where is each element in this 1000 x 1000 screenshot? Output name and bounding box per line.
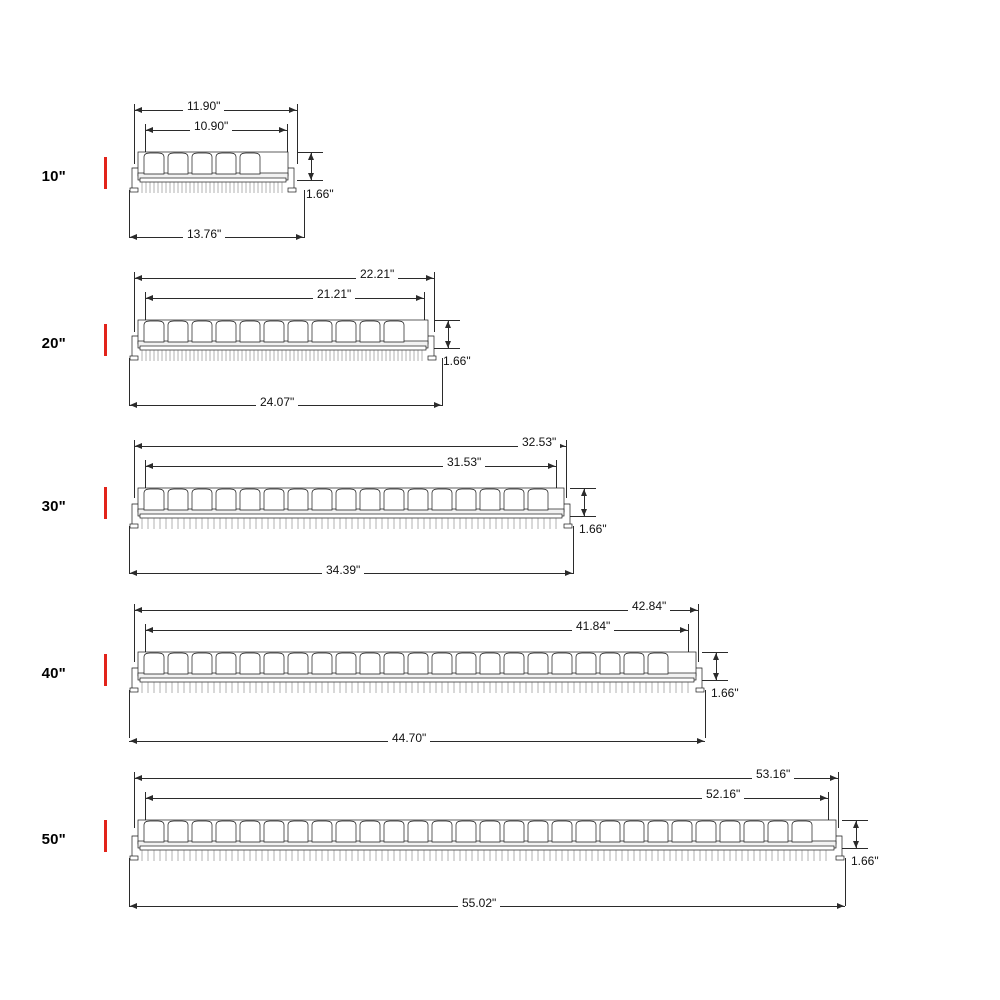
arrow-left <box>146 295 153 301</box>
arrow-right <box>416 295 423 301</box>
arrow-down <box>713 673 719 680</box>
arrow-left <box>146 627 153 633</box>
arrow-left <box>130 903 137 909</box>
dimension-line-inner <box>145 298 424 299</box>
dim-text-inner-20: 21.21" <box>313 288 355 301</box>
dim-text-inner-40: 41.84" <box>572 620 614 633</box>
extension-line-h <box>702 680 728 681</box>
dim-text-height-40: 1.66" <box>707 687 743 700</box>
light-bar-drawing-50 <box>128 816 846 871</box>
dim-text-top-outer-30: 32.53" <box>518 436 560 449</box>
arrow-left <box>146 795 153 801</box>
arrow-right <box>296 234 303 240</box>
size-label-50: 50" <box>41 831 66 848</box>
size-accent-tick <box>104 654 107 686</box>
dim-text-height-50: 1.66" <box>847 855 883 868</box>
dim-text-bottom-10: 13.76" <box>183 228 225 241</box>
arrow-down <box>308 173 314 180</box>
size-label-10: 10" <box>41 168 66 185</box>
size-accent-tick <box>104 820 107 852</box>
extension-line <box>304 190 305 238</box>
dim-text-inner-50: 52.16" <box>702 788 744 801</box>
extension-line <box>705 690 706 738</box>
arrow-up <box>713 653 719 660</box>
dimension-line-top-outer <box>134 778 838 779</box>
size-label-30: 30" <box>41 498 66 515</box>
arrow-up <box>853 821 859 828</box>
dim-text-top-outer-10: 11.90" <box>183 100 224 113</box>
light-bar-drawing-30 <box>128 484 574 539</box>
arrow-left <box>135 775 142 781</box>
arrow-down <box>853 841 859 848</box>
arrow-left <box>130 402 137 408</box>
arrow-left <box>146 463 153 469</box>
arrow-left <box>130 738 137 744</box>
arrow-left <box>135 107 142 113</box>
arrow-down <box>581 509 587 516</box>
arrow-right <box>830 775 837 781</box>
size-accent-tick <box>104 324 107 356</box>
dimension-line-inner <box>145 466 556 467</box>
dimension-line-top-outer <box>134 446 566 447</box>
extension-line <box>442 358 443 406</box>
size-label-20: 20" <box>41 335 66 352</box>
size-accent-tick <box>104 157 107 189</box>
extension-line-h <box>434 348 460 349</box>
arrow-right <box>289 107 296 113</box>
extension-line <box>129 526 130 574</box>
arrow-up <box>308 153 314 160</box>
size-accent-tick <box>104 487 107 519</box>
arrow-left <box>135 275 142 281</box>
arrow-left <box>135 443 142 449</box>
arrow-left <box>130 570 137 576</box>
size-label-40: 40" <box>41 665 66 682</box>
arrow-up <box>581 489 587 496</box>
arrow-right <box>426 275 433 281</box>
extension-line-h <box>570 516 596 517</box>
dim-text-bottom-50: 55.02" <box>458 897 500 910</box>
dim-text-top-outer-40: 42.84" <box>628 600 670 613</box>
arrow-right <box>279 127 286 133</box>
arrow-down <box>445 341 451 348</box>
dim-text-inner-10: 10.90" <box>190 120 232 133</box>
dim-text-height-30: 1.66" <box>575 523 611 536</box>
arrow-left <box>130 234 137 240</box>
arrow-right <box>680 627 687 633</box>
arrow-left <box>135 607 142 613</box>
arrow-left <box>146 127 153 133</box>
extension-line-h <box>297 180 323 181</box>
dim-text-top-outer-20: 22.21" <box>356 268 398 281</box>
extension-line <box>129 190 130 238</box>
dim-text-top-outer-50: 53.16" <box>752 768 794 781</box>
dim-text-inner-30: 31.53" <box>443 456 485 469</box>
arrow-right <box>837 903 844 909</box>
dimension-line-top-outer <box>134 610 698 611</box>
light-bar-drawing-10 <box>128 148 298 203</box>
arrow-right <box>820 795 827 801</box>
extension-line-h <box>842 848 868 849</box>
light-bar-drawing-40 <box>128 648 706 703</box>
extension-line <box>845 858 846 906</box>
extension-line <box>129 690 130 738</box>
arrow-right <box>565 570 572 576</box>
arrow-right <box>548 463 555 469</box>
dim-text-height-20: 1.66" <box>439 355 475 368</box>
dim-text-bottom-30: 34.39" <box>322 564 364 577</box>
dim-text-bottom-20: 24.07" <box>256 396 298 409</box>
arrow-up <box>445 321 451 328</box>
arrow-right <box>690 607 697 613</box>
extension-line <box>573 526 574 574</box>
arrow-right <box>434 402 441 408</box>
extension-line <box>129 358 130 406</box>
light-bar-drawing-20 <box>128 316 438 371</box>
extension-line <box>129 858 130 906</box>
dim-text-bottom-40: 44.70" <box>388 732 430 745</box>
arrow-right <box>697 738 704 744</box>
dim-text-height-10: 1.66" <box>302 188 338 201</box>
